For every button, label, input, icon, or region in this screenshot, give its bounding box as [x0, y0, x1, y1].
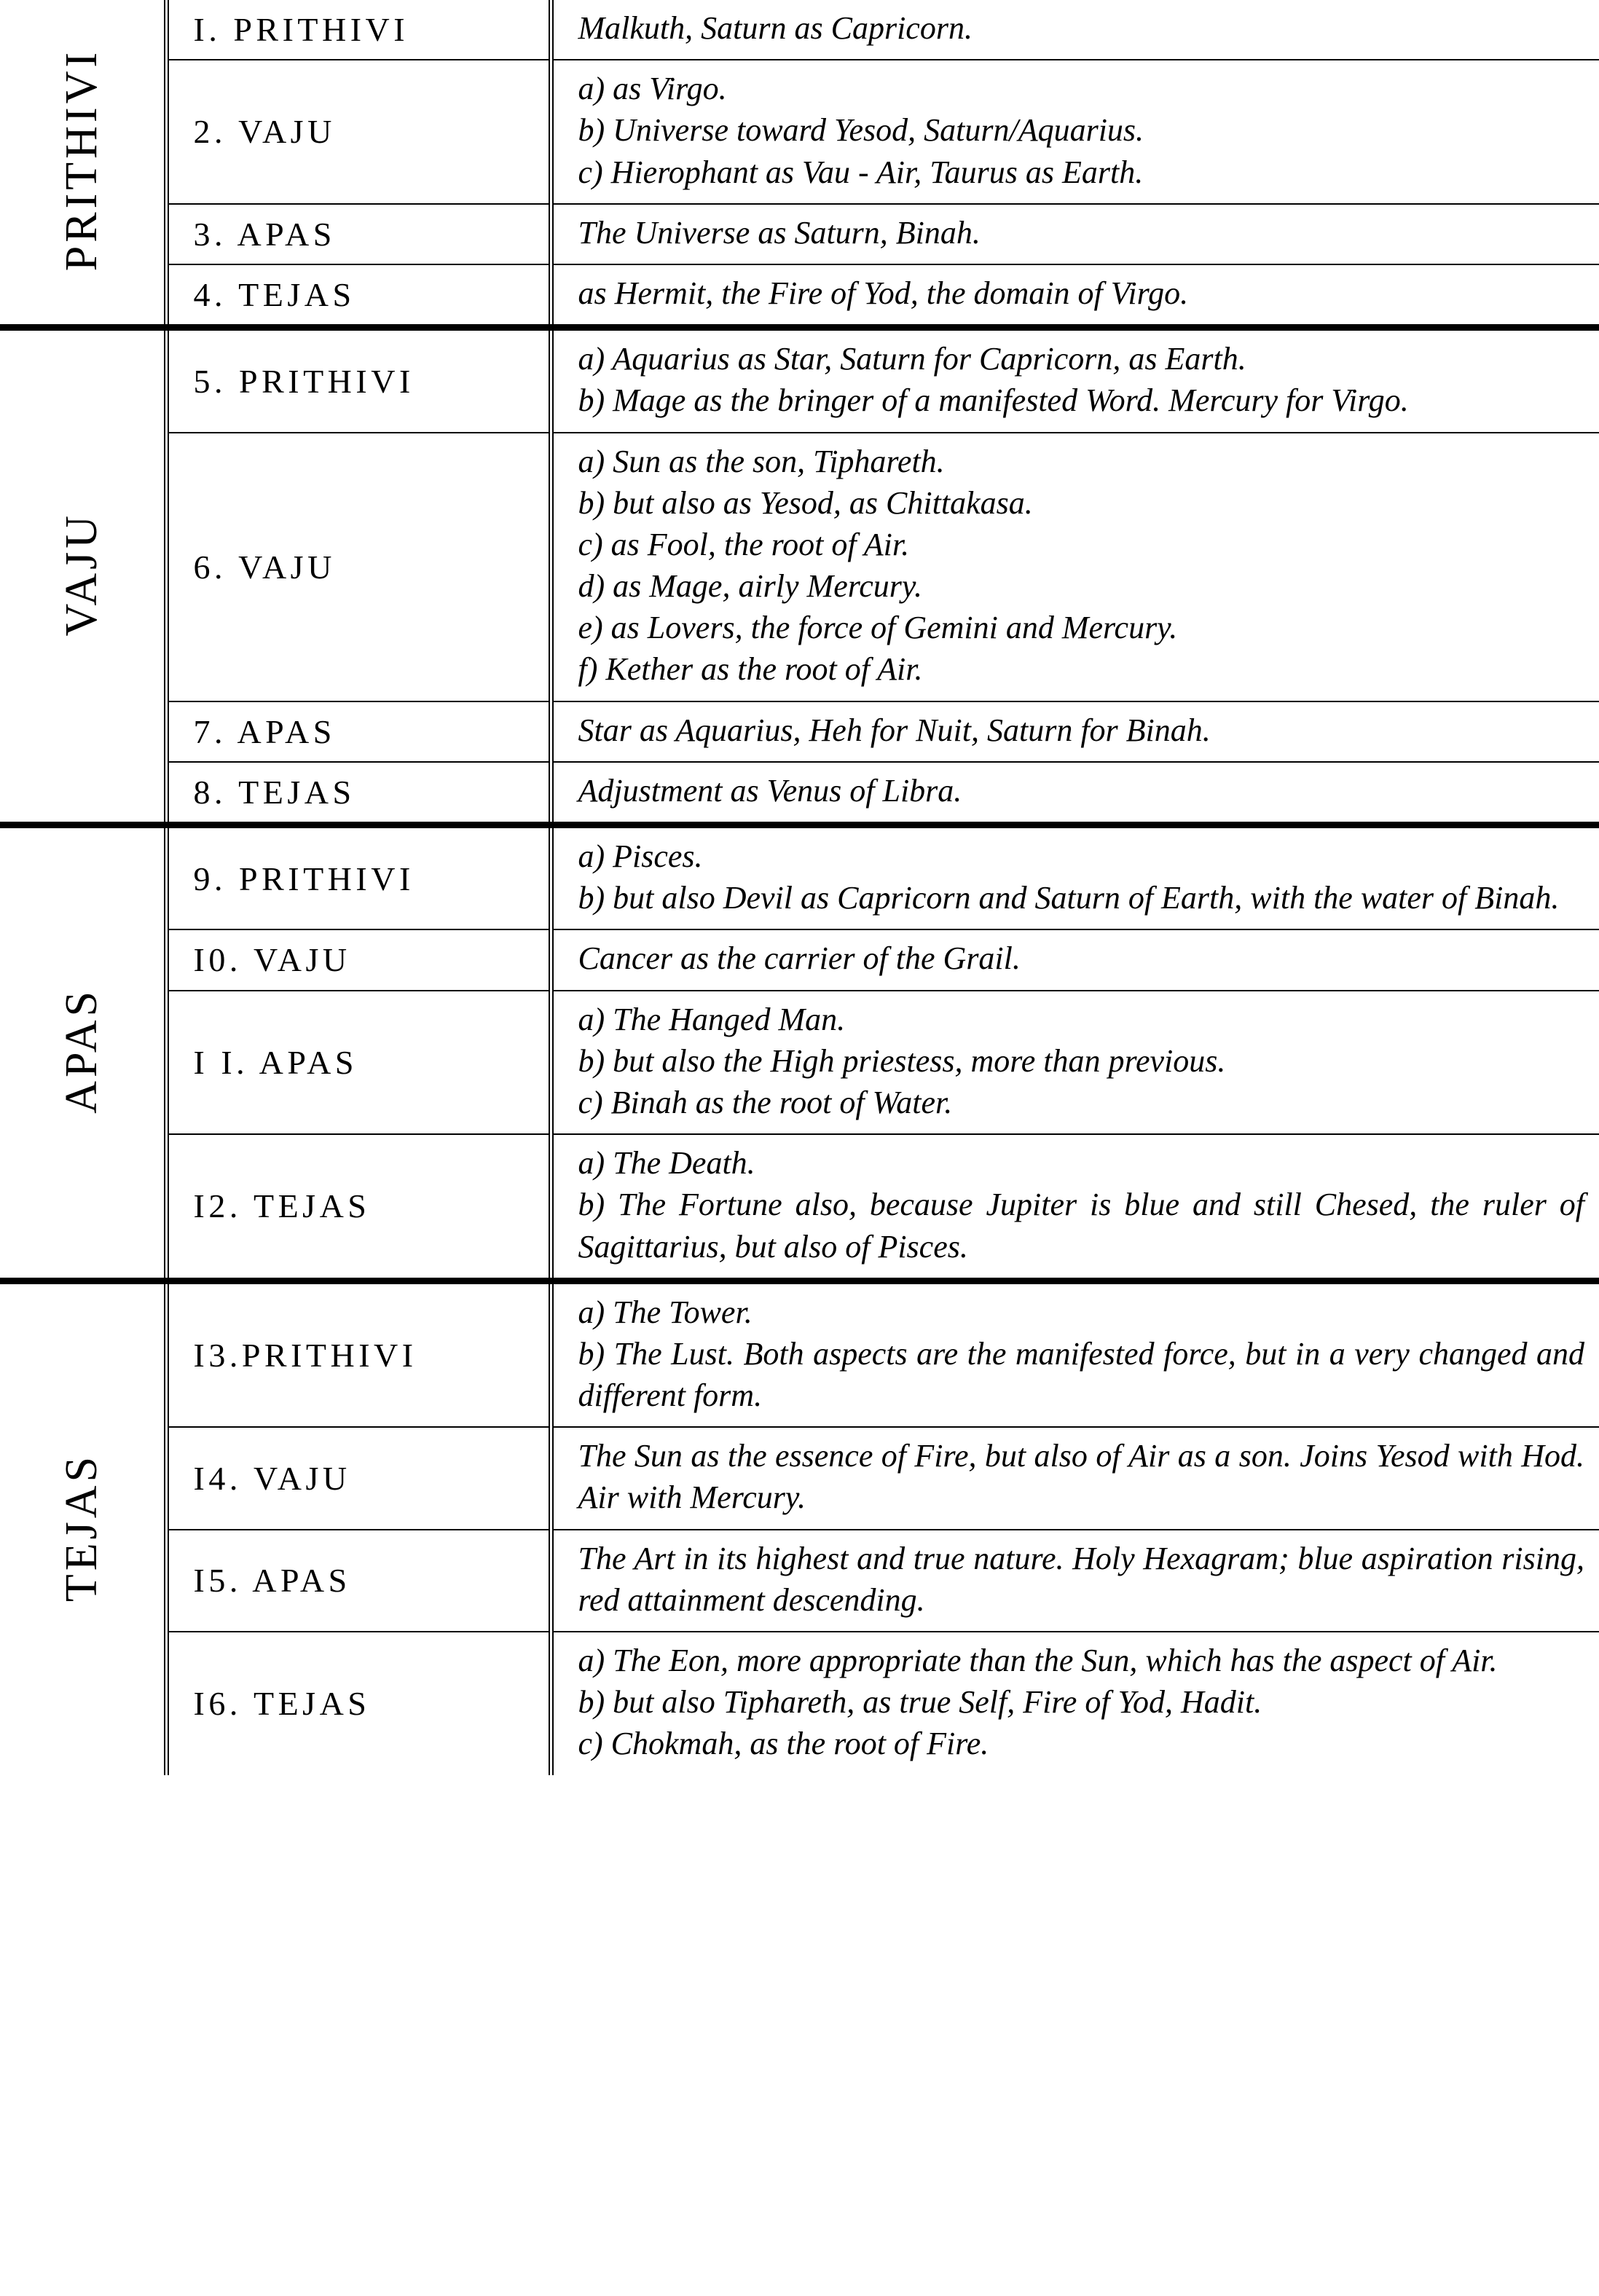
- tattva-name-cell: [166, 1530, 551, 1632]
- tattva-description-cell: [551, 433, 1599, 701]
- tattva-name-cell: [166, 701, 551, 762]
- description-line: d) as Mage, airly Mercury.: [578, 568, 922, 605]
- tattva-name-label: 2. VAJU: [193, 113, 336, 151]
- tattva-description-cell: [551, 1632, 1599, 1775]
- tattva-name-label: I4. VAJU: [193, 1459, 351, 1497]
- tattva-name-cell: [166, 328, 551, 433]
- tattva-description-cell: [551, 991, 1599, 1135]
- element-group-cell: [0, 1281, 166, 1774]
- element-group-label: APAS: [57, 988, 107, 1114]
- description-line: c) Binah as the root of Water.: [578, 1084, 953, 1120]
- tattva-description-cell: [551, 0, 1599, 60]
- tattva-name-cell: [166, 929, 551, 990]
- description-line: b) Universe toward Yesod, Saturn/Aquarius.: [578, 112, 1144, 149]
- table-row: [0, 264, 1599, 328]
- tattva-name-cell: [166, 433, 551, 701]
- element-group-cell: [0, 0, 166, 328]
- description-line: f) Kether as the root of Air.: [578, 651, 923, 688]
- tattva-name-label: 3. APAS: [193, 215, 336, 253]
- tattva-name-cell: [166, 991, 551, 1135]
- description-line: Star as Aquarius, Heh for Nuit, Saturn for Binah.: [578, 712, 1211, 748]
- description-line: a) Sun as the son, Tiphareth.: [578, 443, 945, 479]
- tattva-name-label: 8. TEJAS: [193, 773, 355, 811]
- table-row: [0, 825, 1599, 930]
- table-row: [0, 762, 1599, 825]
- description-line: a) The Tower.: [578, 1294, 753, 1330]
- tattva-description-cell: [551, 264, 1599, 328]
- description-line: a) The Hanged Man.: [578, 1001, 846, 1037]
- tattva-name-label: 7. APAS: [193, 712, 336, 750]
- description-line: b) but also the High priestess, more than previous.: [578, 1042, 1226, 1079]
- tattva-name-label: I2. TEJAS: [193, 1187, 371, 1225]
- description-line: e) as Lovers, the force of Gemini and Mercury.: [578, 610, 1178, 646]
- description-line: a) The Eon, more appropriate than the Sun, which has the aspect of Air.: [578, 1643, 1498, 1678]
- tattva-name-cell: [166, 1281, 551, 1427]
- description-line: c) Chokmah, as the root of Fire.: [578, 1726, 989, 1762]
- description-line: b) The Fortune also, because Jupiter is blue and still Chesed, the ruler of Sagittarius, but also of Pisces.: [578, 1187, 1584, 1265]
- tattva-name-cell: [166, 825, 551, 930]
- description-line: as Hermit, the Fire of Yod, the domain of Virgo.: [578, 275, 1189, 311]
- table-row: [0, 204, 1599, 264]
- description-line: b) but also as Yesod, as Chittakasa.: [578, 484, 1033, 521]
- tattva-name-label: I I. APAS: [193, 1043, 358, 1081]
- table-row: [0, 929, 1599, 990]
- description-line: c) as Fool, the root of Air.: [578, 526, 910, 562]
- tattva-name-cell: [166, 0, 551, 60]
- tattva-name-cell: [166, 204, 551, 264]
- element-group-label: TEJAS: [57, 1453, 107, 1603]
- description-line: The Art in its highest and true nature. Holy Hexagram; blue aspiration rising, red attainment descending.: [578, 1540, 1584, 1618]
- table-row: [0, 1632, 1599, 1775]
- description-line: Malkuth, Saturn as Capricorn.: [578, 10, 973, 46]
- table-row: [0, 991, 1599, 1135]
- tattva-description-cell: [551, 328, 1599, 433]
- element-group-label: PRITHIVI: [57, 49, 107, 272]
- description-line: b) but also Tiphareth, as true Self, Fire of Yod, Hadit.: [578, 1684, 1262, 1721]
- tattva-name-label: 4. TEJAS: [193, 276, 355, 314]
- table-row: [0, 1427, 1599, 1529]
- table-row: [0, 1530, 1599, 1632]
- element-group-cell: [0, 825, 166, 1281]
- tattva-name-cell: [166, 1632, 551, 1775]
- description-line: a) as Virgo.: [578, 71, 727, 107]
- description-line: The Sun as the essence of Fire, but also of Air as a son. Joins Yesod with Hod. Air with Mercury.: [578, 1438, 1584, 1516]
- tattva-name-label: I6. TEJAS: [193, 1685, 371, 1723]
- element-group-cell: [0, 328, 166, 825]
- tattva-description-cell: [551, 762, 1599, 825]
- tattva-description-cell: [551, 825, 1599, 930]
- tattva-name-cell: [166, 60, 551, 204]
- element-group-label: VAJU: [57, 512, 107, 637]
- table-row: [0, 1134, 1599, 1281]
- table-row: [0, 0, 1599, 60]
- description-line: Adjustment as Venus of Libra.: [578, 772, 962, 809]
- tattva-description-cell: [551, 701, 1599, 762]
- description-line: b) Mage as the bringer of a manifested Word. Mercury for Virgo.: [578, 382, 1409, 419]
- tattva-description-cell: [551, 60, 1599, 204]
- tattva-name-cell: [166, 264, 551, 328]
- tattva-name-label: 6. VAJU: [193, 548, 336, 586]
- description-line: b) but also Devil as Capricorn and Saturn of Earth, with the water of Binah.: [578, 880, 1560, 916]
- tattva-name-cell: [166, 1427, 551, 1529]
- table-row: [0, 433, 1599, 701]
- table-row: [0, 701, 1599, 762]
- tattva-name-label: I0. VAJU: [193, 941, 351, 979]
- tattva-name-label: I3.PRITHIVI: [193, 1336, 417, 1374]
- tattva-description-cell: [551, 1530, 1599, 1632]
- description-line: c) Hierophant as Vau - Air, Taurus as Earth.: [578, 154, 1144, 190]
- tattva-name-label: I5. APAS: [193, 1562, 351, 1600]
- tattva-description-cell: [551, 1427, 1599, 1529]
- table-row: [0, 1281, 1599, 1427]
- tattva-name-cell: [166, 762, 551, 825]
- tattva-name-cell: [166, 1134, 551, 1281]
- description-line: a) Pisces.: [578, 838, 703, 874]
- description-line: a) Aquarius as Star, Saturn for Capricorn, as Earth.: [578, 341, 1246, 377]
- table-row: [0, 60, 1599, 204]
- description-line: The Universe as Saturn, Binah.: [578, 214, 981, 251]
- tattva-name-label: 9. PRITHIVI: [193, 860, 415, 897]
- tattva-name-label: I. PRITHIVI: [193, 11, 409, 49]
- description-line: Cancer as the carrier of the Grail.: [578, 940, 1021, 977]
- table-row: [0, 328, 1599, 433]
- tattva-description-cell: [551, 204, 1599, 264]
- tattva-name-label: 5. PRITHIVI: [193, 362, 415, 400]
- description-line: b) The Lust. Both aspects are the manifested force, but in a very changed and different form.: [578, 1335, 1584, 1414]
- description-line: a) The Death.: [578, 1145, 755, 1182]
- tattva-description-cell: [551, 1134, 1599, 1281]
- tattva-description-cell: [551, 1281, 1599, 1427]
- tattva-description-cell: [551, 929, 1599, 990]
